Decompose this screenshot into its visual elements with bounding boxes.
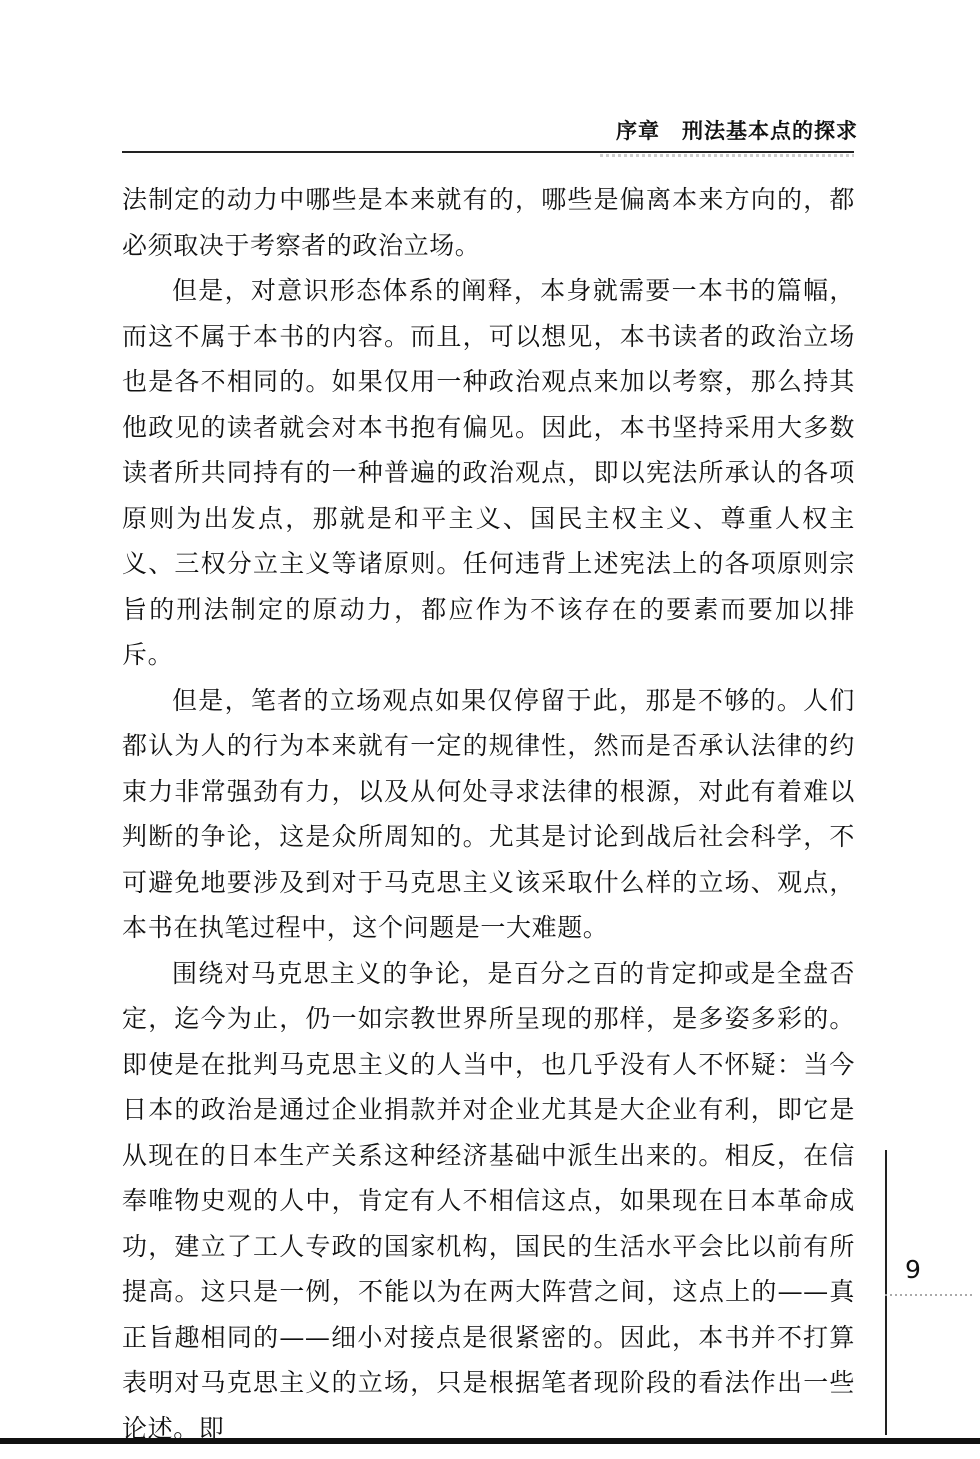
paragraph-3: 但是，笔者的立场观点如果仅停留于此，那是不够的。人们都认为人的行为本来就有一定的规律性，然而是否承认法律的约束力非常强劲有力，以及从何处寻求法律的根源，对此有着难以判断的争论，这是众所周知的。尤其是讨论到战后社会科学，不可避免地要涉及到对于马克思主义该采取什么样的立场、观点，本书在执笔过程中，这个问题是一大难题。	[122, 685, 855, 942]
margin-line	[885, 1150, 887, 1435]
paragraph-2: 但是，对意识形态体系的阐释，本身就需要一本书的篇幅，而这不属于本书的内容。而且，可以想见，本书读者的政治立场也是各不相同的。如果仅用一种政治观点来加以考察，那么持其他政见的读者就会对本书抱有偏见。因此，本书坚持采用大多数读者所共同持有的一种普遍的政治观点，即以宪法所承认的各项原则为出发点，那就是和平主义、国民主权主义、尊重人权主义、三权分立主义等诸原则。任何违背上述宪法上的各项原则宗旨的刑法制定的原动力，都应作为不该存在的要素而要加以排斥。	[122, 276, 855, 669]
bottom-rule	[0, 1438, 980, 1444]
paragraph-1: 法制定的动力中哪些是本来就有的，哪些是偏离本来方向的，都必须取决于考察者的政治立场。	[122, 185, 855, 260]
chapter-title: 刑法基本点的探求	[682, 119, 858, 143]
page-number-rule	[885, 1294, 975, 1296]
page-number: 9	[905, 1255, 921, 1284]
chapter-label: 序章	[616, 119, 660, 143]
body-text	[122, 177, 855, 1451]
running-header	[616, 115, 858, 145]
header-rule-shadow	[600, 154, 854, 157]
paragraph-4: 围绕对马克思主义的争论，是百分之百的肯定抑或是全盘否定，迄今为止，仍一如宗教世界所呈现的那样，是多姿多彩的。即使是在批判马克思主义的人当中，也几乎没有人不怀疑：当今日本的政治是通过企业捐款并对企业尤其是大企业有利，即它是从现在的日本生产关系这种经济基础中派生出来的。相反，在信奉唯物史观的人中，肯定有人不相信这点，如果现在日本革命成功，建立了工人专政的国家机构，国民的生活水平会比以前有所提高。这只是一例，不能以为在两大阵营之间，这点上的——真正旨趣相同的——细小对接点是很紧密的。因此，本书并不打算表明对马克思主义的立场，只是根据笔者现阶段的看法作出一些论述。即	[122, 958, 855, 1443]
header-rule	[122, 151, 854, 153]
